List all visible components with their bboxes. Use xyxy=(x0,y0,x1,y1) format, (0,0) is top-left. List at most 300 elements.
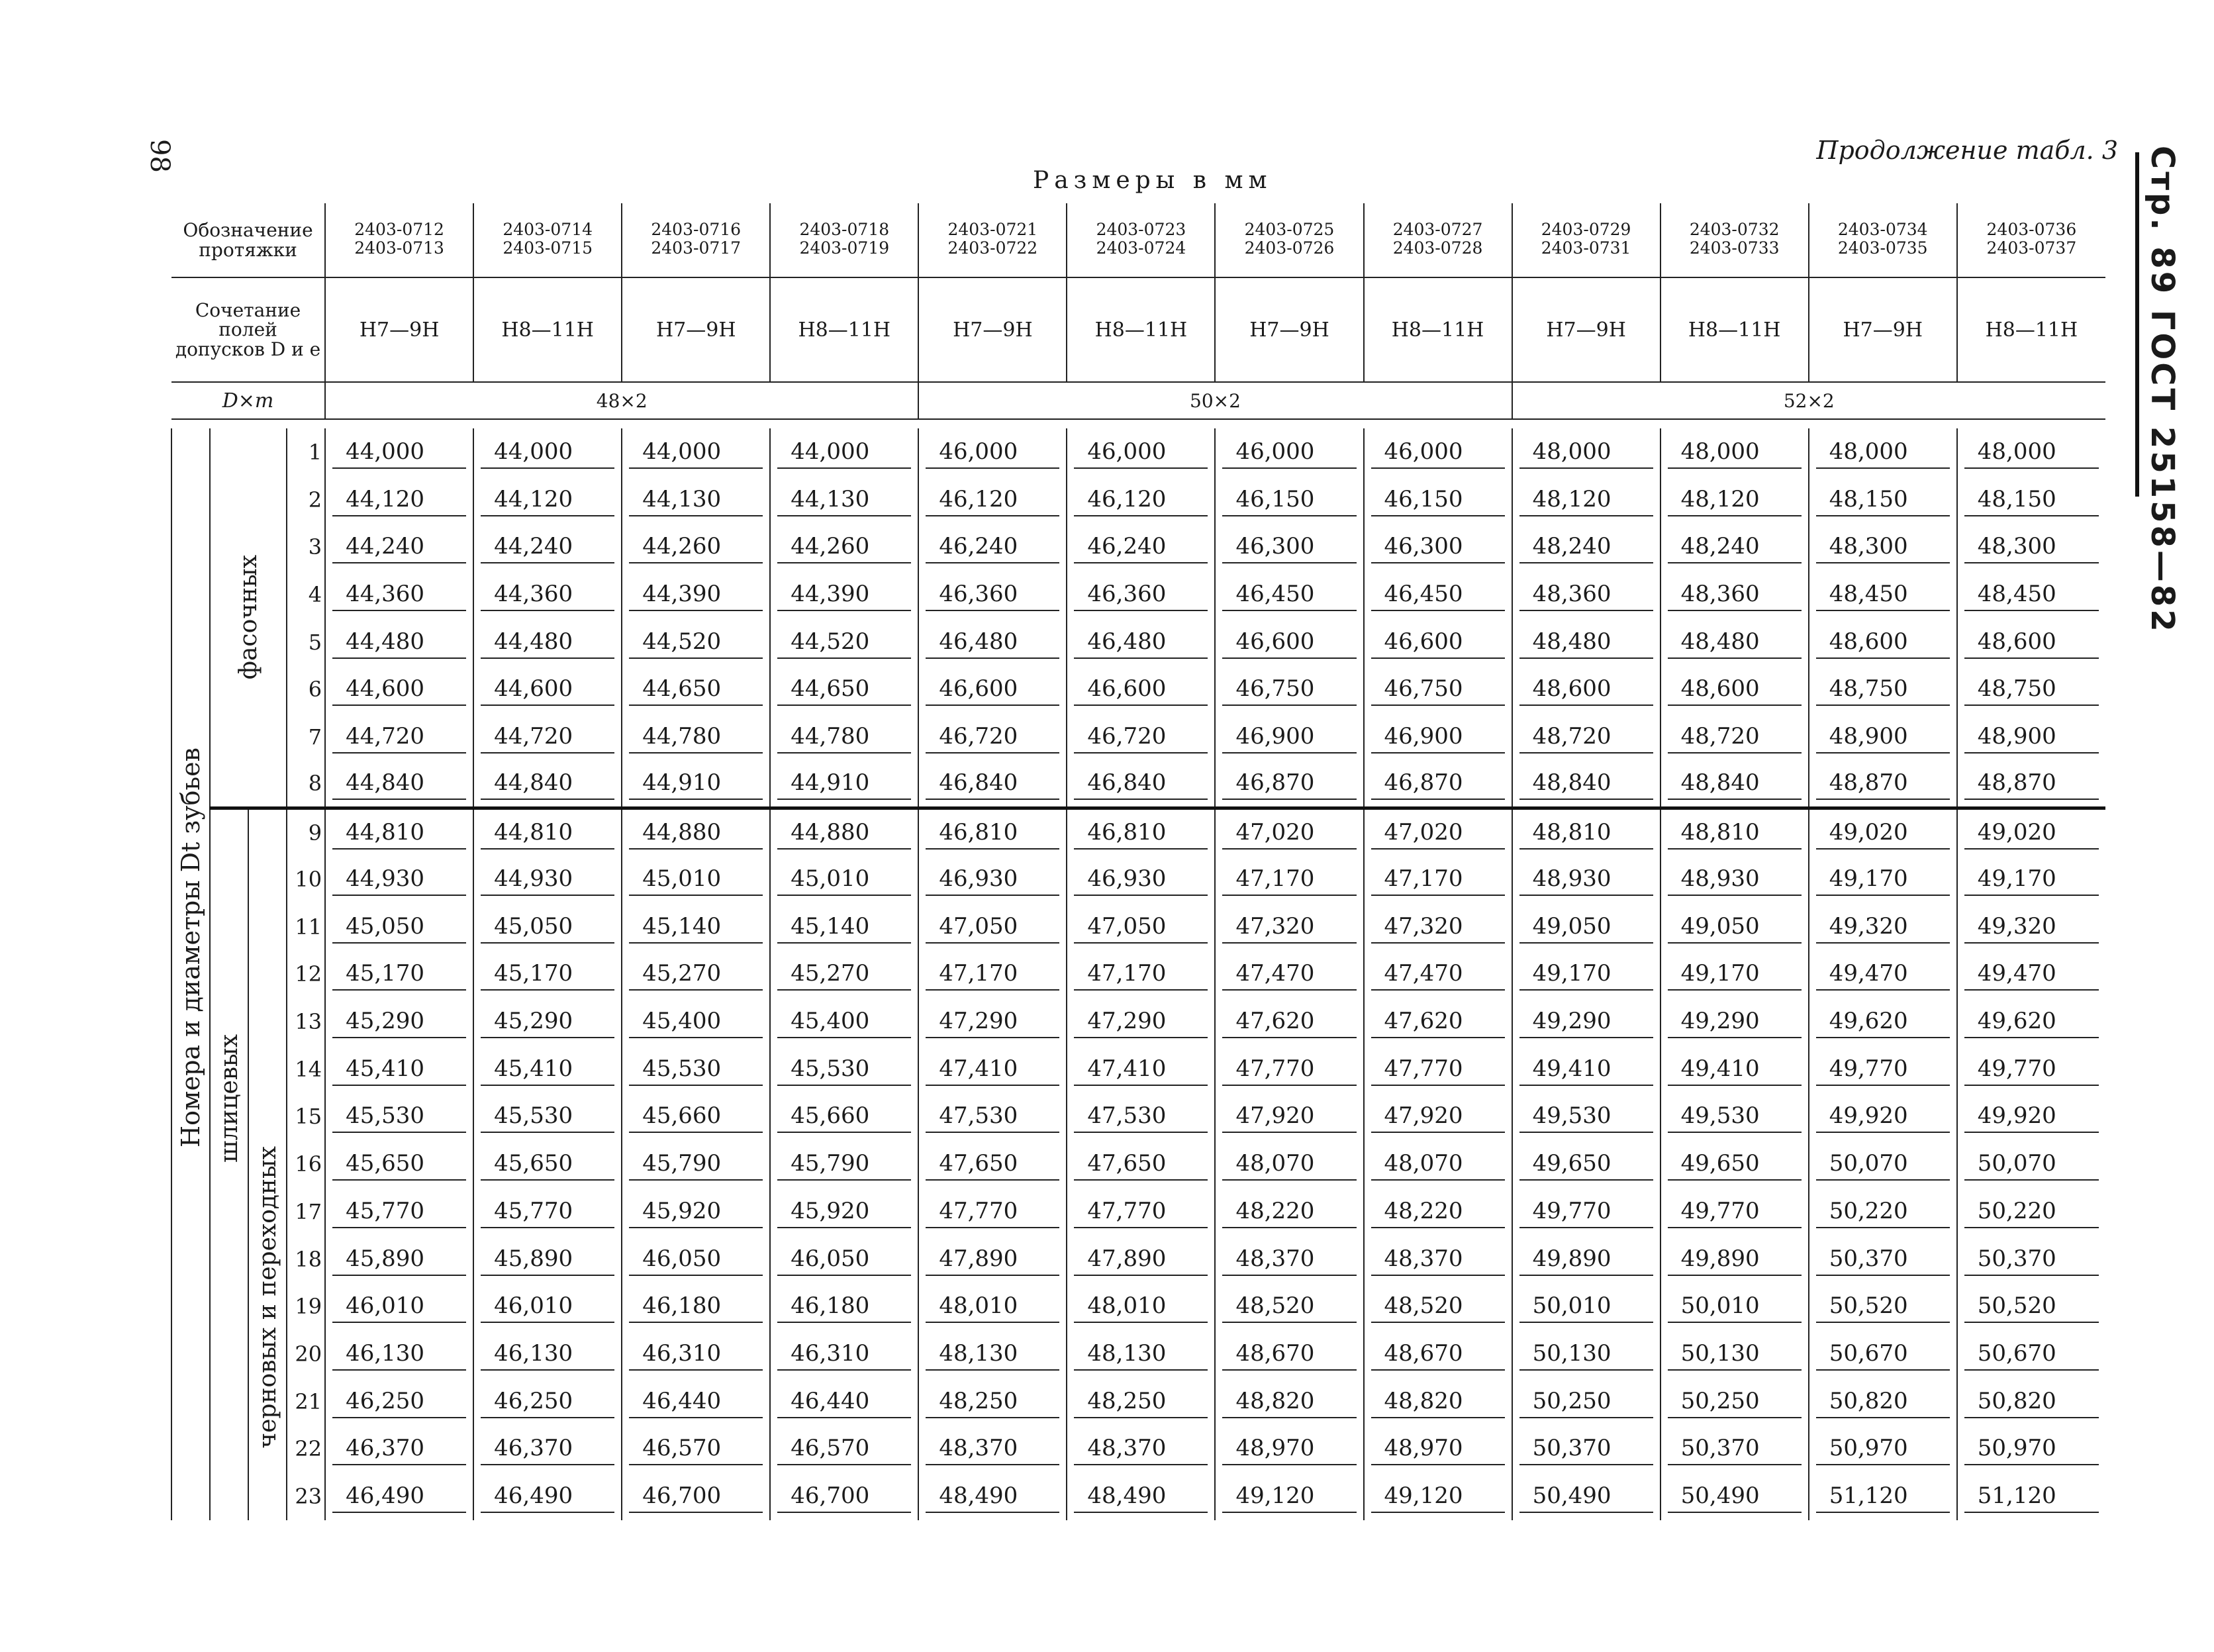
diameter-value: 48,000 xyxy=(1964,436,2099,469)
diameter-cell xyxy=(1512,1045,1661,1093)
diameter-cell xyxy=(918,761,1067,808)
diameter-value: 45,660 xyxy=(629,1100,763,1133)
diameter-cell xyxy=(1809,713,1957,761)
diameter-value: 46,700 xyxy=(777,1480,911,1513)
diameter-value: 46,180 xyxy=(777,1290,911,1323)
code-1: 2403-0712 xyxy=(354,220,444,239)
diameter-cell xyxy=(1067,1425,1215,1473)
diameter-cell xyxy=(473,428,622,476)
diameter-value: 48,810 xyxy=(1668,816,1802,850)
diameter-value: 47,770 xyxy=(926,1195,1059,1228)
tolerance-row xyxy=(171,277,2105,382)
tolerance-cell: H7—9H xyxy=(918,277,1067,382)
diameter-cell xyxy=(1809,1188,1957,1236)
diameter-value: 45,770 xyxy=(332,1195,466,1228)
code-1: 2403-0721 xyxy=(947,220,1038,239)
diameter-value: 46,000 xyxy=(1074,436,1208,469)
diameter-value: 48,520 xyxy=(1371,1290,1505,1323)
diameter-cell xyxy=(622,428,770,476)
diameter-value: 44,130 xyxy=(777,483,911,516)
diameter-cell xyxy=(473,903,622,951)
diameter-cell xyxy=(918,1188,1067,1236)
diameter-cell xyxy=(1364,523,1512,571)
diameter-cell xyxy=(1512,476,1661,524)
diameter-value: 48,480 xyxy=(1519,626,1653,659)
designation-row xyxy=(171,203,2105,277)
diameter-cell xyxy=(622,1425,770,1473)
table-row xyxy=(171,523,2105,571)
diameter-value: 46,130 xyxy=(481,1337,614,1371)
diameter-cell xyxy=(1215,998,1363,1045)
diameter-value: 47,020 xyxy=(1371,816,1505,850)
diameter-cell xyxy=(622,855,770,903)
diameter-cell xyxy=(1067,808,1215,856)
diameter-cell xyxy=(325,713,473,761)
diameter-value: 49,890 xyxy=(1519,1243,1653,1276)
diameter-value: 46,000 xyxy=(926,436,1059,469)
table-row xyxy=(171,1378,2105,1426)
diameter-cell xyxy=(918,855,1067,903)
diameter-cell xyxy=(770,951,918,998)
diameter-value: 50,670 xyxy=(1816,1337,1950,1371)
diameter-value: 48,070 xyxy=(1371,1147,1505,1181)
diameter-value: 46,150 xyxy=(1222,483,1356,516)
diameter-cell xyxy=(1809,951,1957,998)
side-label-rough-text: черновых и переходных xyxy=(254,1146,281,1449)
diameter-value: 48,370 xyxy=(926,1432,1059,1465)
diameter-value: 46,480 xyxy=(1074,626,1208,659)
diameter-cell xyxy=(622,1045,770,1093)
diameter-value: 49,290 xyxy=(1668,1005,1802,1038)
diameter-cell xyxy=(473,855,622,903)
diameter-value: 50,520 xyxy=(1964,1290,2099,1323)
diameter-value: 46,300 xyxy=(1371,530,1505,563)
diameter-cell xyxy=(325,1473,473,1520)
tooth-number: 8 xyxy=(287,761,325,808)
diameter-value: 44,840 xyxy=(481,767,614,800)
table-row xyxy=(171,665,2105,713)
diameter-cell xyxy=(1809,903,1957,951)
diameter-cell xyxy=(1067,428,1215,476)
diameter-cell xyxy=(1661,1425,1809,1473)
dxm-label: D×m xyxy=(171,382,325,419)
diameter-value: 46,250 xyxy=(481,1385,614,1418)
diameter-cell xyxy=(770,523,918,571)
diameter-value: 44,240 xyxy=(332,530,466,563)
table-row xyxy=(171,428,2105,476)
diameter-cell xyxy=(473,1093,622,1141)
diameter-value: 48,670 xyxy=(1371,1337,1505,1371)
side-label-rough xyxy=(248,808,287,1520)
diameter-cell xyxy=(1957,665,2105,713)
diameter-value: 45,770 xyxy=(481,1195,614,1228)
diameter-cell xyxy=(473,1425,622,1473)
diameter-cell xyxy=(1364,998,1512,1045)
code-2: 2403-0713 xyxy=(354,238,444,258)
diameter-value: 50,130 xyxy=(1519,1337,1653,1371)
designation-cell xyxy=(1661,203,1809,277)
tolerance-cell: H8—11H xyxy=(770,277,918,382)
diameter-cell xyxy=(473,523,622,571)
diameter-value: 49,170 xyxy=(1816,863,1950,896)
diameter-value: 46,050 xyxy=(777,1243,911,1276)
diameter-cell xyxy=(918,1425,1067,1473)
diameter-value: 48,220 xyxy=(1371,1195,1505,1228)
diameter-cell xyxy=(770,665,918,713)
diameter-cell xyxy=(473,1378,622,1426)
diameter-cell xyxy=(1512,1188,1661,1236)
diameter-cell xyxy=(325,1093,473,1141)
diameter-cell xyxy=(770,713,918,761)
diameter-cell xyxy=(1067,1283,1215,1330)
diameter-value: 48,010 xyxy=(926,1290,1059,1323)
diameter-cell xyxy=(1067,618,1215,666)
diameter-cell xyxy=(473,571,622,618)
tolerance-label: Сочетание полей допусков D и e xyxy=(171,277,325,382)
diameter-value: 48,240 xyxy=(1519,530,1653,563)
diameter-value: 48,000 xyxy=(1816,436,1950,469)
diameter-value: 49,890 xyxy=(1668,1243,1802,1276)
diameter-cell xyxy=(473,1188,622,1236)
tooth-number: 10 xyxy=(287,855,325,903)
diameter-value: 50,220 xyxy=(1816,1195,1950,1228)
broach-dimensions-table xyxy=(171,203,2105,1520)
tolerance-cell: H7—9H xyxy=(325,277,473,382)
diameter-cell xyxy=(325,618,473,666)
diameter-value: 47,050 xyxy=(1074,910,1208,944)
diameter-cell xyxy=(622,761,770,808)
code-2: 2403-0724 xyxy=(1096,238,1186,258)
tooth-number: 11 xyxy=(287,903,325,951)
table-row xyxy=(171,1425,2105,1473)
diameter-value: 48,450 xyxy=(1816,578,1950,611)
diameter-cell xyxy=(1215,808,1363,856)
diameter-cell xyxy=(1957,1140,2105,1188)
diameter-cell xyxy=(622,1188,770,1236)
gost-page-stamp: Стр. 89 ГОСТ 25158—82 xyxy=(2144,146,2181,634)
diameter-value: 46,130 xyxy=(332,1337,466,1371)
diameter-cell xyxy=(1957,1473,2105,1520)
diameter-cell xyxy=(918,713,1067,761)
diameter-cell xyxy=(1512,1378,1661,1426)
diameter-cell xyxy=(473,476,622,524)
diameter-cell xyxy=(1809,855,1957,903)
tooth-number: 4 xyxy=(287,571,325,618)
diameter-cell xyxy=(1512,1140,1661,1188)
diameter-cell xyxy=(1512,951,1661,998)
diameter-value: 46,930 xyxy=(1074,863,1208,896)
diameter-value: 48,870 xyxy=(1964,767,2099,800)
diameter-value: 46,000 xyxy=(1222,436,1356,469)
diameter-value: 45,790 xyxy=(777,1147,911,1181)
diameter-value: 45,270 xyxy=(777,957,911,991)
diameter-cell xyxy=(473,951,622,998)
diameter-value: 49,470 xyxy=(1816,957,1950,991)
diameter-cell xyxy=(770,1330,918,1378)
diameter-cell xyxy=(918,1140,1067,1188)
diameter-value: 46,930 xyxy=(926,863,1059,896)
diameter-value: 48,870 xyxy=(1816,767,1950,800)
diameter-cell xyxy=(1512,1330,1661,1378)
diameter-value: 47,410 xyxy=(1074,1053,1208,1086)
diameter-cell xyxy=(918,618,1067,666)
diameter-value: 44,650 xyxy=(629,673,763,706)
diameter-cell xyxy=(1957,1045,2105,1093)
diameter-value: 50,670 xyxy=(1964,1337,2099,1371)
diameter-value: 48,490 xyxy=(1074,1480,1208,1513)
diameter-value: 46,810 xyxy=(926,816,1059,850)
diameter-value: 47,170 xyxy=(1222,863,1356,896)
diameter-value: 46,310 xyxy=(629,1337,763,1371)
diameter-cell xyxy=(1957,998,2105,1045)
diameter-cell xyxy=(473,1140,622,1188)
diameter-value: 47,890 xyxy=(926,1243,1059,1276)
diameter-value: 47,620 xyxy=(1222,1005,1356,1038)
diameter-value: 45,140 xyxy=(629,910,763,944)
diameter-cell xyxy=(1364,1283,1512,1330)
diameter-value: 46,810 xyxy=(1074,816,1208,850)
code-1: 2403-0723 xyxy=(1096,220,1186,239)
diameter-cell xyxy=(1809,1330,1957,1378)
diameter-value: 49,320 xyxy=(1964,910,2099,944)
diameter-cell xyxy=(473,665,622,713)
diameter-value: 44,810 xyxy=(332,816,466,850)
diameter-value: 45,050 xyxy=(481,910,614,944)
diameter-value: 49,050 xyxy=(1519,910,1653,944)
diameter-cell xyxy=(1512,761,1661,808)
diameter-value: 48,600 xyxy=(1668,673,1802,706)
diameter-value: 50,820 xyxy=(1964,1385,2099,1418)
diameter-value: 45,010 xyxy=(629,863,763,896)
diameter-value: 46,570 xyxy=(777,1432,911,1465)
diameter-cell xyxy=(325,476,473,524)
diameter-value: 47,470 xyxy=(1371,957,1505,991)
diameter-value: 48,970 xyxy=(1222,1432,1356,1465)
diameter-value: 48,010 xyxy=(1074,1290,1208,1323)
diameter-cell xyxy=(918,951,1067,998)
diameter-cell xyxy=(770,1378,918,1426)
diameter-cell xyxy=(1067,1473,1215,1520)
tolerance-cell: H7—9H xyxy=(622,277,770,382)
code-2: 2403-0735 xyxy=(1837,238,1928,258)
diameter-cell xyxy=(1215,1140,1363,1188)
diameter-cell xyxy=(1364,1188,1512,1236)
diameter-value: 44,810 xyxy=(481,816,614,850)
diameter-cell xyxy=(1215,1045,1363,1093)
diameter-value: 46,370 xyxy=(332,1432,466,1465)
diameter-cell xyxy=(918,998,1067,1045)
diameter-cell xyxy=(770,1140,918,1188)
diameter-value: 44,520 xyxy=(629,626,763,659)
diameter-value: 47,650 xyxy=(1074,1147,1208,1181)
diameter-cell xyxy=(1661,1188,1809,1236)
diameter-value: 50,370 xyxy=(1668,1432,1802,1465)
diameter-cell xyxy=(325,951,473,998)
tooth-number: 21 xyxy=(287,1378,325,1426)
designation-cell xyxy=(325,203,473,277)
diameter-cell xyxy=(1957,855,2105,903)
table-row xyxy=(171,1283,2105,1330)
tooth-number: 5 xyxy=(287,618,325,666)
diameter-cell xyxy=(473,618,622,666)
diameter-value: 47,920 xyxy=(1222,1100,1356,1133)
diameter-value: 48,120 xyxy=(1668,483,1802,516)
dxm-group: 52×2 xyxy=(1512,382,2105,419)
diameter-value: 46,600 xyxy=(1371,626,1505,659)
diameter-value: 50,490 xyxy=(1668,1480,1802,1513)
diameter-value: 48,360 xyxy=(1668,578,1802,611)
diameter-value: 46,840 xyxy=(1074,767,1208,800)
diameter-cell xyxy=(1215,1283,1363,1330)
diameter-value: 45,890 xyxy=(481,1243,614,1276)
diameter-value: 49,050 xyxy=(1668,910,1802,944)
diameter-cell xyxy=(1661,903,1809,951)
diameter-cell xyxy=(1809,618,1957,666)
diameter-cell xyxy=(1512,855,1661,903)
diameter-cell xyxy=(1809,1425,1957,1473)
diameter-cell xyxy=(1661,951,1809,998)
code-2: 2403-0715 xyxy=(503,238,593,258)
diameter-cell xyxy=(918,665,1067,713)
diameter-value: 49,620 xyxy=(1964,1005,2099,1038)
diameter-value: 48,810 xyxy=(1519,816,1653,850)
tooth-number: 19 xyxy=(287,1283,325,1330)
diameter-cell xyxy=(1364,855,1512,903)
tolerance-cell: H8—11H xyxy=(1661,277,1809,382)
diameter-cell xyxy=(1067,903,1215,951)
diameter-cell xyxy=(1957,571,2105,618)
diameter-cell xyxy=(1215,1378,1363,1426)
diameter-value: 44,360 xyxy=(481,578,614,611)
diameter-cell xyxy=(1809,1093,1957,1141)
diameter-value: 49,170 xyxy=(1519,957,1653,991)
diameter-cell xyxy=(325,1236,473,1283)
diameter-value: 44,000 xyxy=(481,436,614,469)
diameter-cell xyxy=(1067,1236,1215,1283)
diameter-value: 48,150 xyxy=(1964,483,2099,516)
diameter-value: 48,300 xyxy=(1964,530,2099,563)
diameter-value: 48,300 xyxy=(1816,530,1950,563)
diameter-cell xyxy=(473,998,622,1045)
code-1: 2403-0732 xyxy=(1689,220,1780,239)
diameter-cell xyxy=(1809,808,1957,856)
diameter-cell xyxy=(1661,855,1809,903)
diameter-cell xyxy=(622,523,770,571)
diameter-value: 48,370 xyxy=(1222,1243,1356,1276)
diameter-cell xyxy=(473,1283,622,1330)
diameter-cell xyxy=(622,476,770,524)
table-continuation-caption: Продолжение табл. 3 xyxy=(1816,136,2118,165)
tooth-number: 16 xyxy=(287,1140,325,1188)
diameter-cell xyxy=(1809,761,1957,808)
diameter-cell xyxy=(1957,428,2105,476)
diameter-value: 44,000 xyxy=(629,436,763,469)
diameter-value: 50,070 xyxy=(1964,1147,2099,1181)
diameter-value: 45,890 xyxy=(332,1243,466,1276)
diameter-value: 44,840 xyxy=(332,767,466,800)
diameter-cell xyxy=(1215,951,1363,998)
diameter-cell xyxy=(1957,523,2105,571)
diameter-value: 46,440 xyxy=(777,1385,911,1418)
diameter-value: 47,620 xyxy=(1371,1005,1505,1038)
diameter-value: 49,410 xyxy=(1668,1053,1802,1086)
diameter-value: 50,820 xyxy=(1816,1385,1950,1418)
diameter-cell xyxy=(473,713,622,761)
tooth-number: 3 xyxy=(287,523,325,571)
diameter-value: 49,530 xyxy=(1519,1100,1653,1133)
diameter-cell xyxy=(1364,951,1512,998)
diameter-value: 44,480 xyxy=(332,626,466,659)
diameter-value: 44,910 xyxy=(629,767,763,800)
tooth-number: 20 xyxy=(287,1330,325,1378)
diameter-cell xyxy=(918,808,1067,856)
diameter-cell xyxy=(1364,428,1512,476)
table-row xyxy=(171,1188,2105,1236)
diameter-value: 44,600 xyxy=(481,673,614,706)
diameter-value: 45,010 xyxy=(777,863,911,896)
diameter-cell xyxy=(622,571,770,618)
diameter-cell xyxy=(1512,1425,1661,1473)
tolerance-cell: H8—11H xyxy=(473,277,622,382)
diameter-value: 48,360 xyxy=(1519,578,1653,611)
diameter-cell xyxy=(918,1236,1067,1283)
diameter-cell xyxy=(1067,951,1215,998)
diameter-cell xyxy=(1215,571,1363,618)
tooth-number: 1 xyxy=(287,428,325,476)
code-1: 2403-0727 xyxy=(1392,220,1483,239)
diameter-cell xyxy=(1809,1283,1957,1330)
diameter-value: 46,750 xyxy=(1222,673,1356,706)
diameter-cell xyxy=(1215,618,1363,666)
diameter-value: 48,370 xyxy=(1371,1243,1505,1276)
diameter-cell xyxy=(622,713,770,761)
diameter-cell xyxy=(1809,571,1957,618)
diameter-cell xyxy=(1364,761,1512,808)
diameter-cell xyxy=(1067,571,1215,618)
diameter-value: 44,120 xyxy=(332,483,466,516)
diameter-cell xyxy=(918,571,1067,618)
diameter-cell xyxy=(918,1283,1067,1330)
diameter-value: 48,970 xyxy=(1371,1432,1505,1465)
diameter-cell xyxy=(770,618,918,666)
side-label-outer-text: Номера и диаметры Dt зубьев xyxy=(176,748,205,1148)
code-1: 2403-0734 xyxy=(1837,220,1928,239)
diameter-cell xyxy=(1067,665,1215,713)
diameter-value: 47,170 xyxy=(1371,863,1505,896)
diameter-value: 47,770 xyxy=(1371,1053,1505,1086)
diameter-value: 47,320 xyxy=(1371,910,1505,944)
diameter-value: 50,010 xyxy=(1668,1290,1802,1323)
diameter-cell xyxy=(325,998,473,1045)
diameter-cell xyxy=(1215,903,1363,951)
tolerance-cell: H7—9H xyxy=(1512,277,1661,382)
diameter-value: 44,000 xyxy=(777,436,911,469)
diameter-value: 48,900 xyxy=(1816,720,1950,753)
table-row xyxy=(171,998,2105,1045)
diameter-value: 49,290 xyxy=(1519,1005,1653,1038)
diameter-value: 49,120 xyxy=(1371,1480,1505,1513)
diameter-value: 47,530 xyxy=(926,1100,1059,1133)
code-1: 2403-0725 xyxy=(1244,220,1335,239)
diameter-value: 48,520 xyxy=(1222,1290,1356,1323)
diameter-cell xyxy=(1809,1140,1957,1188)
diameter-cell xyxy=(1512,998,1661,1045)
diameter-value: 49,770 xyxy=(1816,1053,1950,1086)
diameter-value: 45,290 xyxy=(332,1005,466,1038)
diameter-value: 48,820 xyxy=(1222,1385,1356,1418)
diameter-cell xyxy=(1512,903,1661,951)
diameter-value: 50,250 xyxy=(1519,1385,1653,1418)
